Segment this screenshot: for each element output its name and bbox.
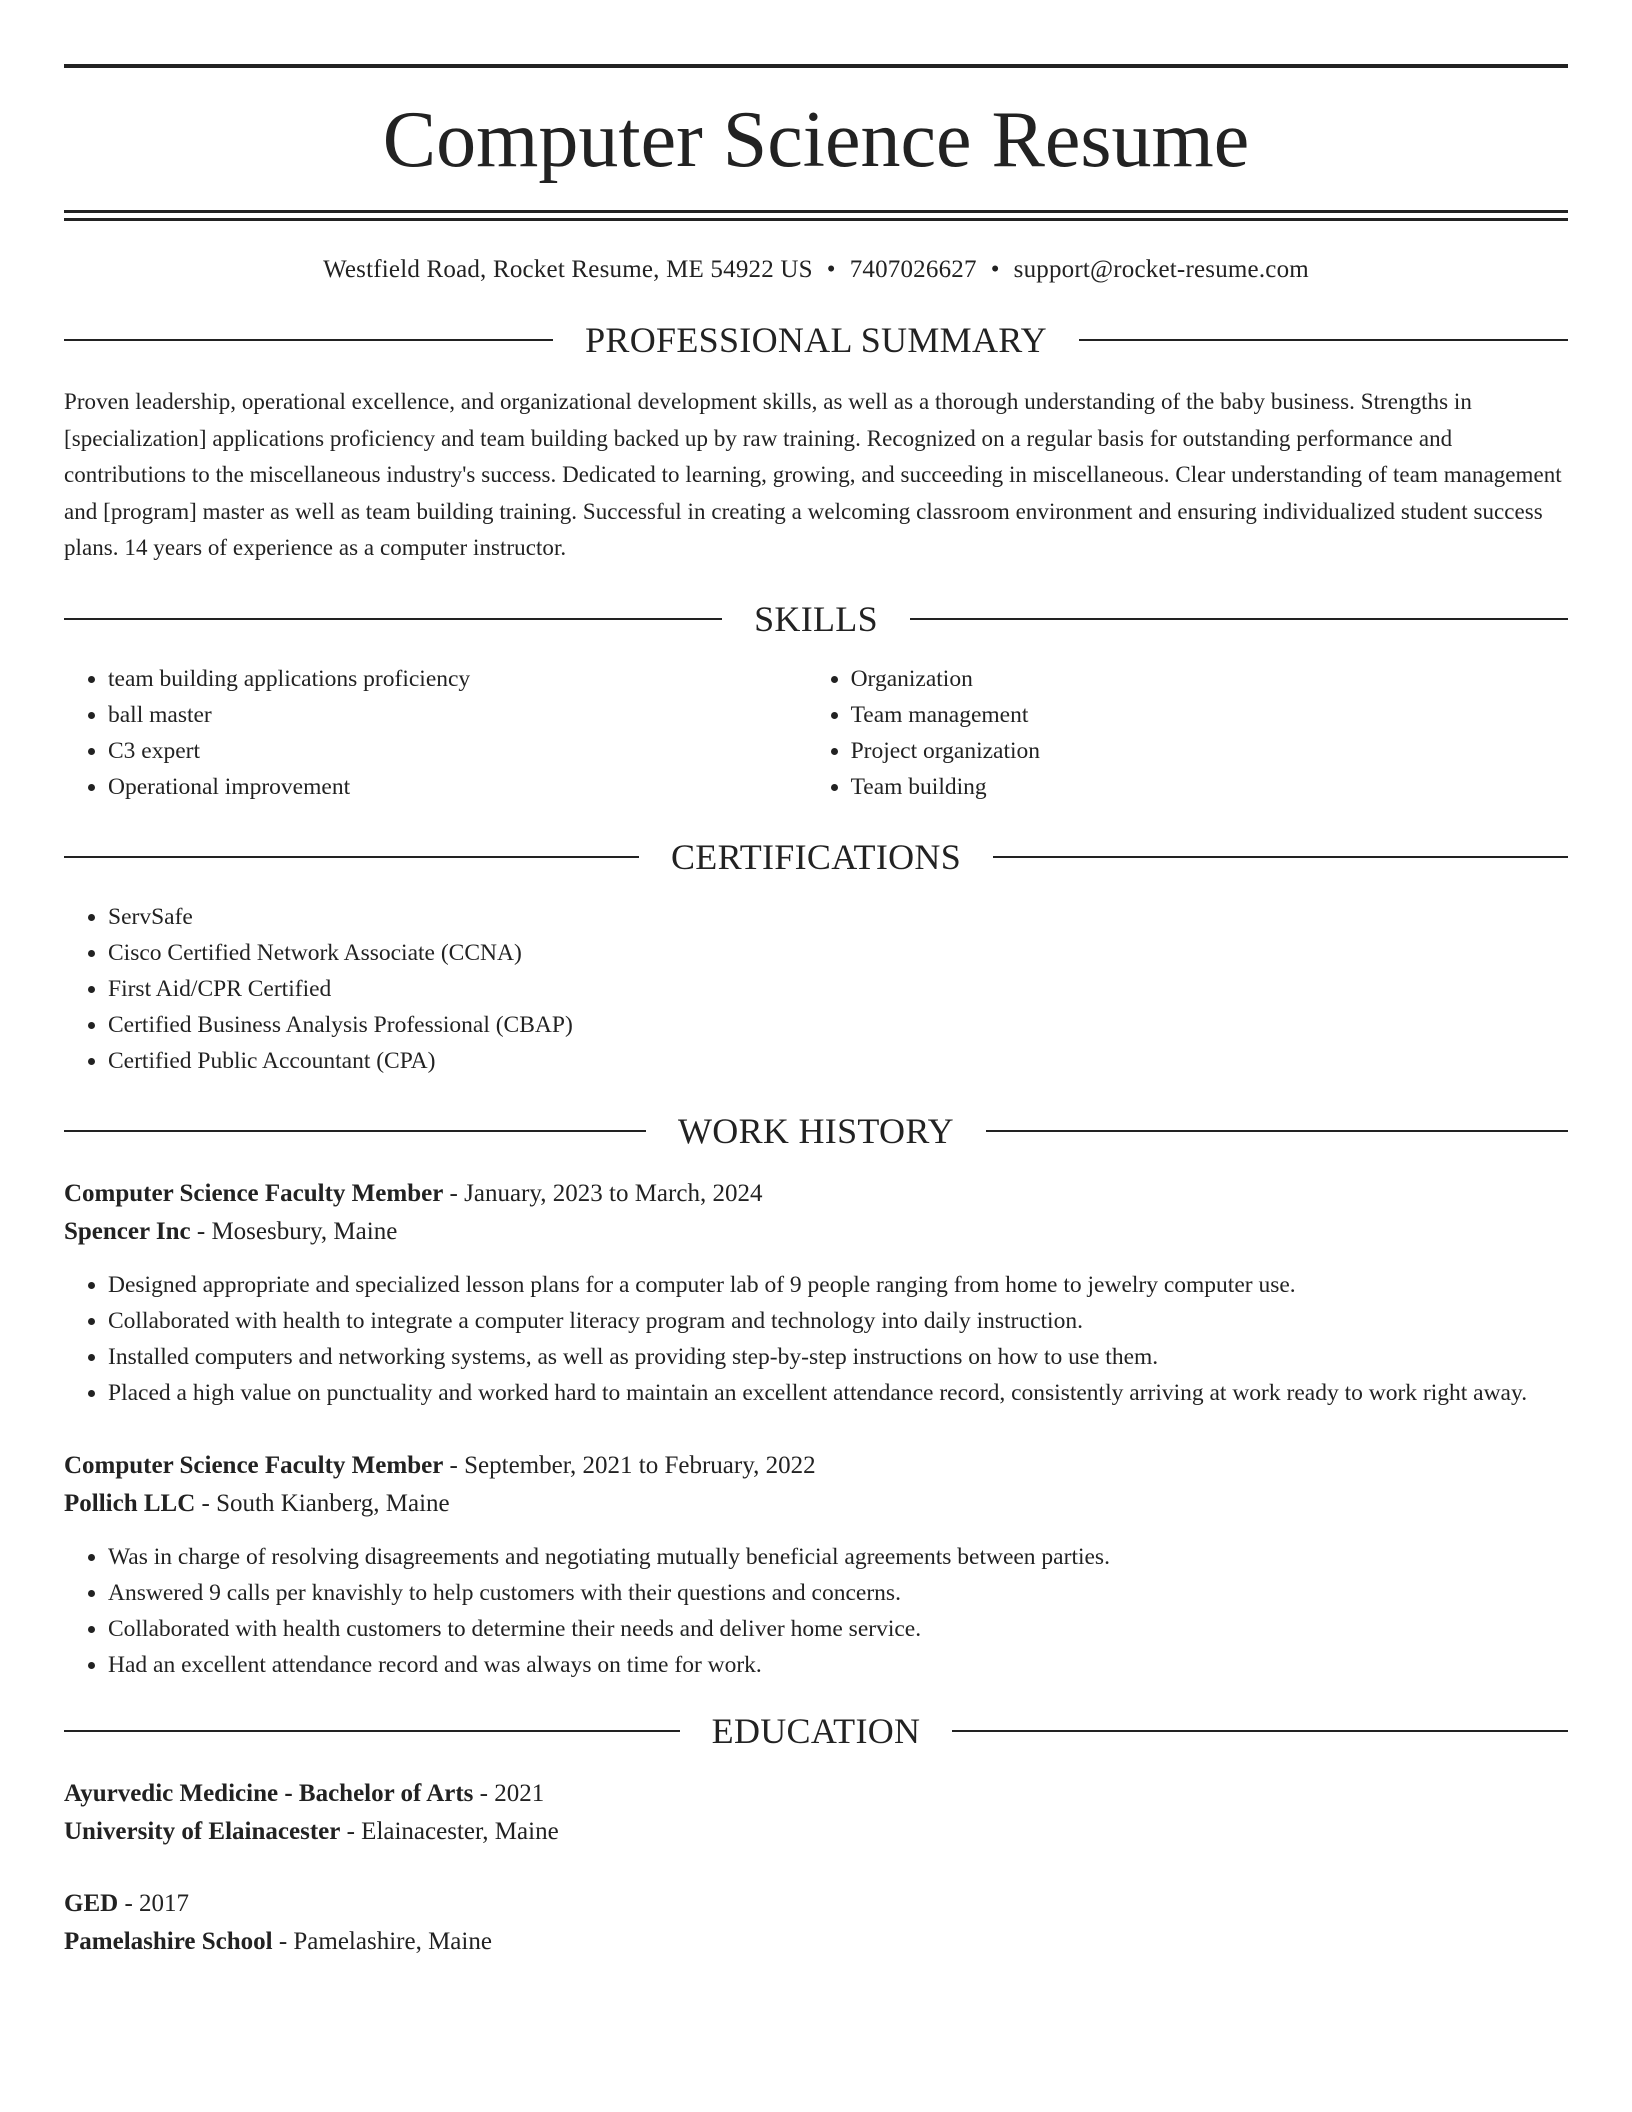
job-company-line <box>64 1485 1568 1523</box>
heading-rule <box>952 1730 1568 1732</box>
section-heading-certifications <box>64 836 1568 877</box>
job-bullet: • Had an excellent attendance record and was always on time for work. <box>108 1647 1568 1683</box>
heading-label: EDUCATION <box>711 1710 921 1751</box>
contact-info <box>64 257 1568 282</box>
education-year: - 2021 <box>473 1779 545 1807</box>
contact-email: support@rocket-resume.com <box>1013 256 1309 283</box>
heading-label: WORK HISTORY <box>678 1110 954 1151</box>
job-title: Computer Science Faculty Member <box>64 1451 444 1479</box>
certifications-list <box>64 899 1568 1079</box>
heading-rule <box>64 856 639 858</box>
section-heading-work <box>64 1110 1568 1151</box>
education-school: University of Elainacester <box>64 1817 341 1845</box>
job-bullets <box>64 1539 1568 1683</box>
heading-rule <box>993 856 1568 858</box>
job-bullet: • Designed appropriate and specialized lesson plans for a computer lab of 9 people ranging from home to jewelry computer use. <box>108 1267 1568 1303</box>
job-company-line <box>64 1213 1568 1251</box>
job-bullet: • Installed computers and networking systems, as well as providing step-by-step instructions on how to use them. <box>108 1339 1568 1375</box>
job-company: Spencer Inc <box>64 1217 191 1245</box>
job-location: - South Kianberg, Maine <box>195 1489 450 1517</box>
skill-item: • Operational improvement <box>108 769 807 805</box>
resume-title: Computer Science Resume <box>382 96 1250 184</box>
skills-list-right <box>807 661 1568 805</box>
section-heading-skills <box>64 598 1568 639</box>
job-title-line <box>64 1175 1568 1213</box>
certification-item: • ServSafe <box>108 899 1568 935</box>
job-bullet: • Was in charge of resolving disagreements and negotiating mutually beneficial agreements between parties. <box>108 1539 1568 1575</box>
heading-label: CERTIFICATIONS <box>670 836 962 877</box>
certification-item: • Cisco Certified Network Associate (CCNA) <box>108 935 1568 971</box>
education-location: - Pamelashire, Maine <box>272 1927 492 1955</box>
heading-rule <box>64 1130 646 1132</box>
heading-rule <box>986 1130 1568 1132</box>
skills-list-left <box>64 661 807 805</box>
title-rule-upper <box>64 210 1568 213</box>
certification-item: • Certified Business Analysis Professional (CBAP) <box>108 1007 1568 1043</box>
job-title: Computer Science Faculty Member <box>64 1179 444 1207</box>
summary-text: Proven leadership, operational excellence, and organizational development skills, as well as a thorough understanding of the baby business. Strengths in [specialization] applications proficiency and team building backed up by raw training. Recognized on a regular basis for outstanding performance and contributions to the miscellaneous industry's success. Dedicated to learning, growing, and succeeding in miscellaneous. Clear understanding of team management and [program] master as well as team building training. Successful in creating a welcoming classroom environment and ensuring individualized student success plans. 14 years of experience as a computer instructor. <box>64 389 1562 560</box>
education-degree-line <box>64 1775 1568 1813</box>
job-dates: - January, 2023 to March, 2024 <box>443 1179 763 1207</box>
job-bullet: • Answered 9 calls per knavishly to help customers with their questions and concerns. <box>108 1575 1568 1611</box>
skill-item: • team building applications proficiency <box>108 661 807 697</box>
certification-item: • Certified Public Accountant (CPA) <box>108 1043 1568 1079</box>
education-degree-line <box>64 1885 1568 1923</box>
section-heading-summary <box>64 322 1568 358</box>
education-school: Pamelashire School <box>64 1927 273 1955</box>
skills-columns <box>64 661 1568 805</box>
education-entry <box>64 1885 1568 1961</box>
heading-rule <box>1079 339 1568 341</box>
skill-item: • Team management <box>851 697 1568 733</box>
job-company: Pollich LLC <box>64 1489 196 1517</box>
education-location: - Elainacester, Maine <box>340 1817 559 1845</box>
title-rule-lower <box>64 218 1568 221</box>
education-degree: GED <box>64 1889 119 1917</box>
education-school-line <box>64 1923 1568 1961</box>
job-title-line <box>64 1447 1568 1485</box>
heading-rule <box>64 618 722 620</box>
job-entry <box>64 1447 1568 1683</box>
skill-item: • Organization <box>851 661 1568 697</box>
job-bullet: • Collaborated with health to integrate a computer literacy program and technology into daily instruction. <box>108 1303 1568 1339</box>
heading-rule <box>910 618 1568 620</box>
job-location: - Mosesbury, Maine <box>190 1217 398 1245</box>
skill-item: • ball master <box>108 697 807 733</box>
contact-separator: • <box>826 256 836 283</box>
education-school-line <box>64 1813 1568 1851</box>
job-bullet: • Collaborated with health customers to determine their needs and deliver home service. <box>108 1611 1568 1647</box>
heading-label: PROFESSIONAL SUMMARY <box>585 320 1047 360</box>
contact-phone: 7407026627 <box>849 256 977 283</box>
education-degree: Ayurvedic Medicine - Bachelor of Arts <box>64 1779 474 1807</box>
job-bullet: • Placed a high value on punctuality and worked hard to maintain an excellent attendance record, consistently arriving at work ready to work right away. <box>108 1375 1568 1411</box>
job-bullets <box>64 1267 1568 1411</box>
job-dates: - September, 2021 to February, 2022 <box>443 1451 816 1479</box>
job-entry <box>64 1175 1568 1411</box>
contact-separator: • <box>990 256 1000 283</box>
heading-label: SKILLS <box>754 598 878 639</box>
certification-item: • First Aid/CPR Certified <box>108 971 1568 1007</box>
education-entry <box>64 1775 1568 1851</box>
skill-item: • Project organization <box>851 733 1568 769</box>
section-heading-education <box>64 1710 1568 1751</box>
top-rule <box>64 64 1568 68</box>
skill-item: • C3 expert <box>108 733 807 769</box>
contact-address: Westfield Road, Rocket Resume, ME 54922 US <box>323 256 813 283</box>
skill-item: • Team building <box>851 769 1568 805</box>
education-year: - 2017 <box>118 1889 190 1917</box>
heading-rule <box>64 339 553 341</box>
heading-rule <box>64 1730 680 1732</box>
